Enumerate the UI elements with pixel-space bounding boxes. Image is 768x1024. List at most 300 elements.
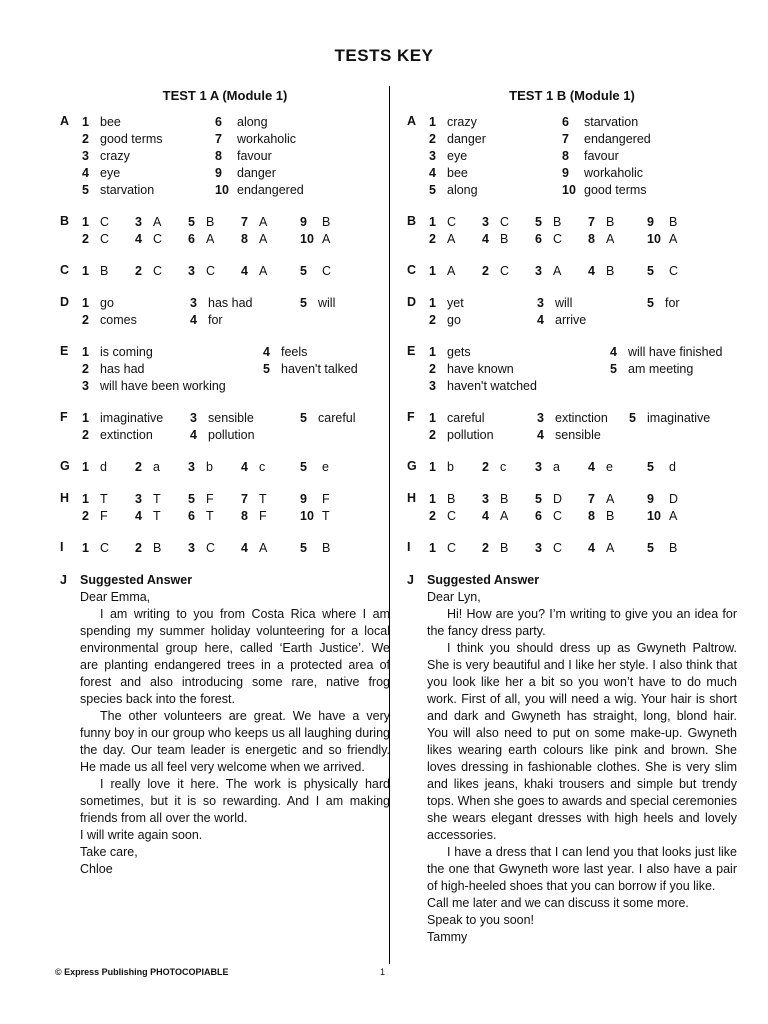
item-number: 1	[82, 115, 89, 129]
item-number: 1	[82, 264, 89, 278]
item-number: 1	[82, 460, 89, 474]
answer-text: A	[500, 509, 509, 523]
answer-text: favour	[584, 149, 619, 163]
section-letter: J	[407, 573, 414, 587]
item-number: 5	[300, 460, 307, 474]
answer-text: haven't watched	[447, 379, 537, 393]
item-number: 3	[482, 492, 489, 506]
item-number: 6	[535, 509, 542, 523]
item-number: 7	[215, 132, 222, 146]
answer-text: B	[669, 215, 678, 229]
item-number: 2	[429, 132, 436, 146]
item-number: 8	[562, 149, 569, 163]
answer-text: A	[206, 232, 215, 246]
test-1b-title: TEST 1 B (Module 1)	[509, 88, 635, 103]
answer-text: bee	[447, 166, 468, 180]
answer-text: B	[206, 215, 215, 229]
answer-row	[407, 459, 737, 476]
item-number: 6	[562, 115, 569, 129]
answer-text: will	[318, 296, 336, 310]
section-letter: H	[407, 491, 417, 505]
letter-paragraph: I think you should dress up as Gwyneth Paltrow. She is very beautiful and I like her style. I also think that you look like her a bit so you won’t have to do much work. First of all, you will need a wig. Your hair is short and dark and Gwyneth has straight, long, blond hair. You will also need to put on some make-up. Gwyneth likes wearing earth colours like pink and brown. She loves dressing in fashionable clothes. She is very slim and likes jeans, khaki trousers and simple but trendy tops. When she goes to awards and special ceremonies she wears elegant dresses with high heels and lovely accessories.	[427, 641, 737, 842]
answer-text: B	[322, 541, 331, 555]
answer-text: A	[606, 492, 615, 506]
item-number: 5	[535, 215, 542, 229]
answer-text: A	[606, 232, 615, 246]
section-letter: G	[407, 459, 417, 473]
answer-text: c	[500, 460, 507, 474]
answer-text: workaholic	[237, 132, 297, 146]
item-number: 2	[429, 428, 436, 442]
item-number: 6	[215, 115, 222, 129]
answer-text: b	[447, 460, 454, 474]
letter-closing-line: Call me later and we can discuss it some more.	[427, 896, 689, 910]
answer-text: good terms	[100, 132, 163, 146]
item-number: 2	[82, 509, 89, 523]
item-number: 6	[535, 232, 542, 246]
item-number: 4	[588, 264, 595, 278]
item-number: 5	[188, 492, 195, 506]
answer-text: A	[447, 264, 456, 278]
answer-row	[60, 295, 390, 312]
section-letter: E	[407, 344, 416, 358]
answer-text: C	[153, 232, 163, 246]
answer-text: will	[555, 296, 573, 310]
letter-paragraph: The other volunteers are great. We have a very funny boy in our group who keeps us all laughing during the day. Our team leader is energetic and so friendly. He made us all feel very welcome when we arrived.	[80, 709, 390, 774]
answer-text: C	[553, 509, 563, 523]
section-letter: E	[60, 344, 69, 358]
item-number: 3	[535, 460, 542, 474]
section-letter: H	[60, 491, 70, 505]
answer-row	[407, 491, 737, 508]
section-i	[407, 540, 737, 557]
test-1a-column	[60, 88, 390, 893]
section-b	[60, 214, 390, 248]
item-number: 5	[429, 183, 436, 197]
letter-closing-line: Chloe	[80, 862, 113, 876]
answer-text: T	[100, 492, 108, 506]
item-number: 6	[188, 232, 195, 246]
item-number: 6	[188, 509, 195, 523]
item-number: 3	[135, 215, 142, 229]
answer-text: A	[553, 264, 562, 278]
item-number: 8	[215, 149, 222, 163]
answer-text: T	[153, 492, 161, 506]
letter-body	[427, 589, 737, 946]
answer-text: comes	[100, 313, 137, 327]
footer-copyright: © Express Publishing PHOTOCOPIABLE	[55, 967, 229, 977]
item-number: 9	[300, 492, 307, 506]
item-number: 10	[300, 232, 314, 246]
item-number: 7	[588, 492, 595, 506]
section-e	[60, 344, 390, 395]
section-h	[407, 491, 737, 525]
item-number: 2	[82, 313, 89, 327]
section-letter: F	[60, 410, 68, 424]
item-number: 2	[429, 313, 436, 327]
item-number: 2	[135, 541, 142, 555]
item-number: 3	[537, 296, 544, 310]
item-number: 4	[482, 232, 489, 246]
item-number: 4	[537, 428, 544, 442]
answer-text: careful	[318, 411, 356, 425]
answer-text: T	[259, 492, 267, 506]
item-number: 3	[537, 411, 544, 425]
answer-text: eye	[447, 149, 468, 163]
answer-text: C	[447, 509, 457, 523]
letter-paragraph: I have a dress that I can lend you that looks just like the one that Gwyneth wore last year. I also have a pair of high-heeled shoes that you can borrow if you like.	[427, 845, 737, 893]
item-number: 7	[562, 132, 569, 146]
answer-text: F	[206, 492, 214, 506]
suggested-answer-heading	[407, 572, 737, 589]
letter-closing-line: Speak to you soon!	[427, 913, 535, 927]
answer-text: favour	[237, 149, 272, 163]
item-number: 3	[429, 149, 436, 163]
answer-text: A	[669, 232, 678, 246]
test-1b-column	[407, 88, 737, 961]
item-number: 10	[562, 183, 576, 197]
answer-text: B	[153, 541, 162, 555]
answer-text: C	[100, 215, 110, 229]
answer-row	[60, 114, 390, 131]
answer-row	[60, 459, 390, 476]
answer-text: good terms	[584, 183, 647, 197]
section-letter: I	[60, 540, 64, 554]
answer-text: a	[553, 460, 560, 474]
answer-text: go	[100, 296, 114, 310]
answer-text: starvation	[584, 115, 639, 129]
item-number: 8	[588, 232, 595, 246]
item-number: 1	[82, 296, 89, 310]
item-number: 2	[82, 362, 89, 376]
answer-text: am meeting	[628, 362, 694, 376]
item-number: 2	[429, 509, 436, 523]
item-number: 5	[647, 296, 654, 310]
answer-text: C	[153, 264, 163, 278]
answer-row	[407, 131, 737, 148]
answer-text: yet	[447, 296, 464, 310]
item-number: 1	[82, 492, 89, 506]
item-number: 5	[647, 541, 654, 555]
item-number: 2	[82, 428, 89, 442]
item-number: 2	[135, 460, 142, 474]
item-number: 3	[135, 492, 142, 506]
item-number: 1	[429, 411, 436, 425]
item-number: 1	[82, 411, 89, 425]
answer-text: C	[669, 264, 679, 278]
section-g	[60, 459, 390, 476]
item-number: 4	[263, 345, 270, 359]
section-f	[407, 410, 737, 444]
item-number: 4	[588, 541, 595, 555]
section-c	[60, 263, 390, 280]
section-d	[60, 295, 390, 329]
suggested-answer-label: Suggested Answer	[427, 573, 540, 587]
answer-text: B	[669, 541, 678, 555]
suggested-answer-heading	[60, 572, 390, 589]
item-number: 7	[588, 215, 595, 229]
answer-row	[60, 427, 390, 444]
item-number: 4	[135, 232, 142, 246]
item-number: 4	[82, 166, 89, 180]
answer-text: C	[447, 215, 457, 229]
item-number: 9	[562, 166, 569, 180]
item-number: 7	[241, 492, 248, 506]
section-a	[407, 114, 737, 199]
answer-text: F	[322, 492, 330, 506]
answer-row	[60, 540, 390, 557]
answer-text: B	[500, 492, 509, 506]
item-number: 5	[188, 215, 195, 229]
answer-text: B	[447, 492, 456, 506]
page-number: 1	[380, 967, 386, 977]
answer-row	[60, 231, 390, 248]
section-letter: G	[60, 459, 70, 473]
answer-text: A	[669, 509, 678, 523]
item-number: 3	[188, 460, 195, 474]
answer-row	[60, 410, 390, 427]
letter-paragraph: I really love it here. The work is physically hard sometimes, but it is so rewarding. And I am making friends from all over the world.	[80, 777, 390, 825]
answer-text: T	[206, 509, 214, 523]
answer-text: d	[669, 460, 676, 474]
item-number: 1	[429, 264, 436, 278]
answer-text: D	[553, 492, 563, 506]
item-number: 5	[535, 492, 542, 506]
answer-row	[60, 312, 390, 329]
item-number: 4	[241, 460, 248, 474]
answer-text: along	[237, 115, 268, 129]
letter-closing-line: I will write again soon.	[80, 828, 203, 842]
answer-row	[407, 295, 737, 312]
item-number: 2	[429, 362, 436, 376]
answer-text: C	[206, 264, 216, 278]
answer-row	[407, 427, 737, 444]
letter-closing-line: Tammy	[427, 930, 468, 944]
answer-text: C	[553, 541, 563, 555]
item-number: 5	[300, 541, 307, 555]
answer-text: C	[100, 232, 110, 246]
answer-text: pollution	[447, 428, 494, 442]
section-letter: D	[60, 295, 70, 309]
item-number: 1	[82, 345, 89, 359]
item-number: 10	[300, 509, 314, 523]
answer-row	[407, 312, 737, 329]
answer-text: extinction	[555, 411, 608, 425]
answer-text: D	[669, 492, 679, 506]
answer-text: A	[153, 215, 162, 229]
item-number: 5	[300, 296, 307, 310]
item-number: 4	[241, 541, 248, 555]
item-number: 4	[610, 345, 617, 359]
section-letter: C	[407, 263, 417, 277]
item-number: 4	[135, 509, 142, 523]
item-number: 2	[82, 132, 89, 146]
item-number: 1	[429, 460, 436, 474]
letter-paragraph: Hi! How are you? I’m writing to give you an idea for the fancy dress party.	[427, 607, 737, 638]
answer-text: C	[553, 232, 563, 246]
answer-text: will have finished	[628, 345, 723, 359]
answer-text: C	[322, 264, 332, 278]
answer-row	[407, 263, 737, 280]
answer-text: crazy	[447, 115, 477, 129]
answer-text: danger	[447, 132, 486, 146]
answer-text: A	[259, 264, 268, 278]
item-number: 3	[82, 149, 89, 163]
answer-text: gets	[447, 345, 471, 359]
answer-text: e	[606, 460, 613, 474]
item-number: 10	[647, 232, 661, 246]
item-number: 3	[429, 379, 436, 393]
letter-greeting: Dear Emma,	[80, 590, 151, 604]
item-number: 5	[263, 362, 270, 376]
answer-text: B	[606, 215, 615, 229]
answer-row	[407, 540, 737, 557]
section-d	[407, 295, 737, 329]
answer-text: feels	[281, 345, 308, 359]
answer-text: starvation	[100, 183, 155, 197]
item-number: 3	[190, 296, 197, 310]
section-letter: A	[407, 114, 417, 128]
section-letter: I	[407, 540, 411, 554]
section-letter: A	[60, 114, 70, 128]
item-number: 4	[190, 313, 197, 327]
answer-text: A	[259, 215, 268, 229]
item-number: 1	[429, 115, 436, 129]
answer-text: T	[322, 509, 330, 523]
answer-text: for	[208, 313, 223, 327]
section-h	[60, 491, 390, 525]
page-title: TESTS KEY	[334, 46, 434, 65]
item-number: 3	[482, 215, 489, 229]
answer-text: B	[500, 232, 509, 246]
test-1b-sections	[407, 114, 737, 946]
answer-row	[407, 344, 737, 361]
answer-text: B	[606, 509, 615, 523]
item-number: 1	[82, 541, 89, 555]
item-number: 3	[535, 264, 542, 278]
item-number: 9	[647, 215, 654, 229]
item-number: 10	[647, 509, 661, 523]
answer-text: C	[100, 541, 110, 555]
item-number: 9	[647, 492, 654, 506]
item-number: 4	[482, 509, 489, 523]
section-j	[407, 572, 737, 946]
answer-text: endangered	[237, 183, 304, 197]
answer-row	[407, 214, 737, 231]
letter-paragraph: I am writing to you from Costa Rica where I am spending my summer holiday volunteering for a local environmental group here, called ‘Earth Justice’. We are planting endangered trees in a protected area of forest and also introducing some rare, native frog species back into the forest.	[80, 607, 390, 706]
item-number: 5	[647, 460, 654, 474]
section-letter: B	[60, 214, 70, 228]
answer-row	[60, 344, 390, 361]
answer-text: arrive	[555, 313, 587, 327]
section-g	[407, 459, 737, 476]
item-number: 1	[429, 541, 436, 555]
answer-text: C	[206, 541, 216, 555]
answer-text: C	[500, 264, 510, 278]
item-number: 3	[190, 411, 197, 425]
item-number: 5	[610, 362, 617, 376]
answer-row	[60, 508, 390, 525]
answer-row	[60, 165, 390, 182]
answer-text: A	[447, 232, 456, 246]
answer-text: crazy	[100, 149, 130, 163]
answer-text: F	[100, 509, 108, 523]
item-number: 5	[300, 411, 307, 425]
item-number: 2	[482, 264, 489, 278]
item-number: 4	[241, 264, 248, 278]
section-c	[407, 263, 737, 280]
answer-row	[60, 378, 390, 395]
answer-text: b	[206, 460, 213, 474]
item-number: 3	[82, 379, 89, 393]
answer-text: along	[447, 183, 478, 197]
answer-text: for	[665, 296, 680, 310]
answer-text: has had	[100, 362, 145, 376]
item-number: 1	[429, 296, 436, 310]
item-number: 10	[215, 183, 229, 197]
item-number: 4	[429, 166, 436, 180]
item-number: 1	[429, 345, 436, 359]
answer-text: go	[447, 313, 461, 327]
item-number: 2	[482, 541, 489, 555]
section-letter: C	[60, 263, 70, 277]
item-number: 5	[82, 183, 89, 197]
answer-text: B	[322, 215, 331, 229]
section-j	[60, 572, 390, 878]
answer-text: haven't talked	[281, 362, 358, 376]
answer-row	[407, 231, 737, 248]
item-number: 8	[588, 509, 595, 523]
answer-text: danger	[237, 166, 276, 180]
letter-closing-line: Take care,	[80, 845, 138, 859]
answer-text: e	[322, 460, 329, 474]
item-number: 3	[188, 264, 195, 278]
answer-text: have known	[447, 362, 514, 376]
answer-row	[407, 361, 737, 378]
section-e	[407, 344, 737, 395]
answer-row	[60, 182, 390, 199]
answer-text: sensible	[555, 428, 601, 442]
answer-text: A	[259, 541, 268, 555]
answer-text: B	[500, 541, 509, 555]
item-number: 3	[188, 541, 195, 555]
item-number: 5	[629, 411, 636, 425]
section-a	[60, 114, 390, 199]
answer-text: B	[100, 264, 109, 278]
answer-text: pollution	[208, 428, 255, 442]
item-number: 5	[647, 264, 654, 278]
answer-row	[407, 114, 737, 131]
answer-row	[60, 148, 390, 165]
answer-text: A	[259, 232, 268, 246]
answer-text: c	[259, 460, 266, 474]
item-number: 2	[82, 232, 89, 246]
answer-text: a	[153, 460, 160, 474]
item-number: 2	[429, 232, 436, 246]
item-number: 9	[215, 166, 222, 180]
item-number: 4	[537, 313, 544, 327]
answer-text: imaginative	[647, 411, 711, 425]
answer-text: bee	[100, 115, 121, 129]
section-f	[60, 410, 390, 444]
answer-text: sensible	[208, 411, 254, 425]
item-number: 9	[300, 215, 307, 229]
letter-greeting: Dear Lyn,	[427, 590, 481, 604]
answer-text: F	[259, 509, 267, 523]
answer-text: imaginative	[100, 411, 164, 425]
answer-text: C	[500, 215, 510, 229]
letter-body	[80, 589, 390, 878]
